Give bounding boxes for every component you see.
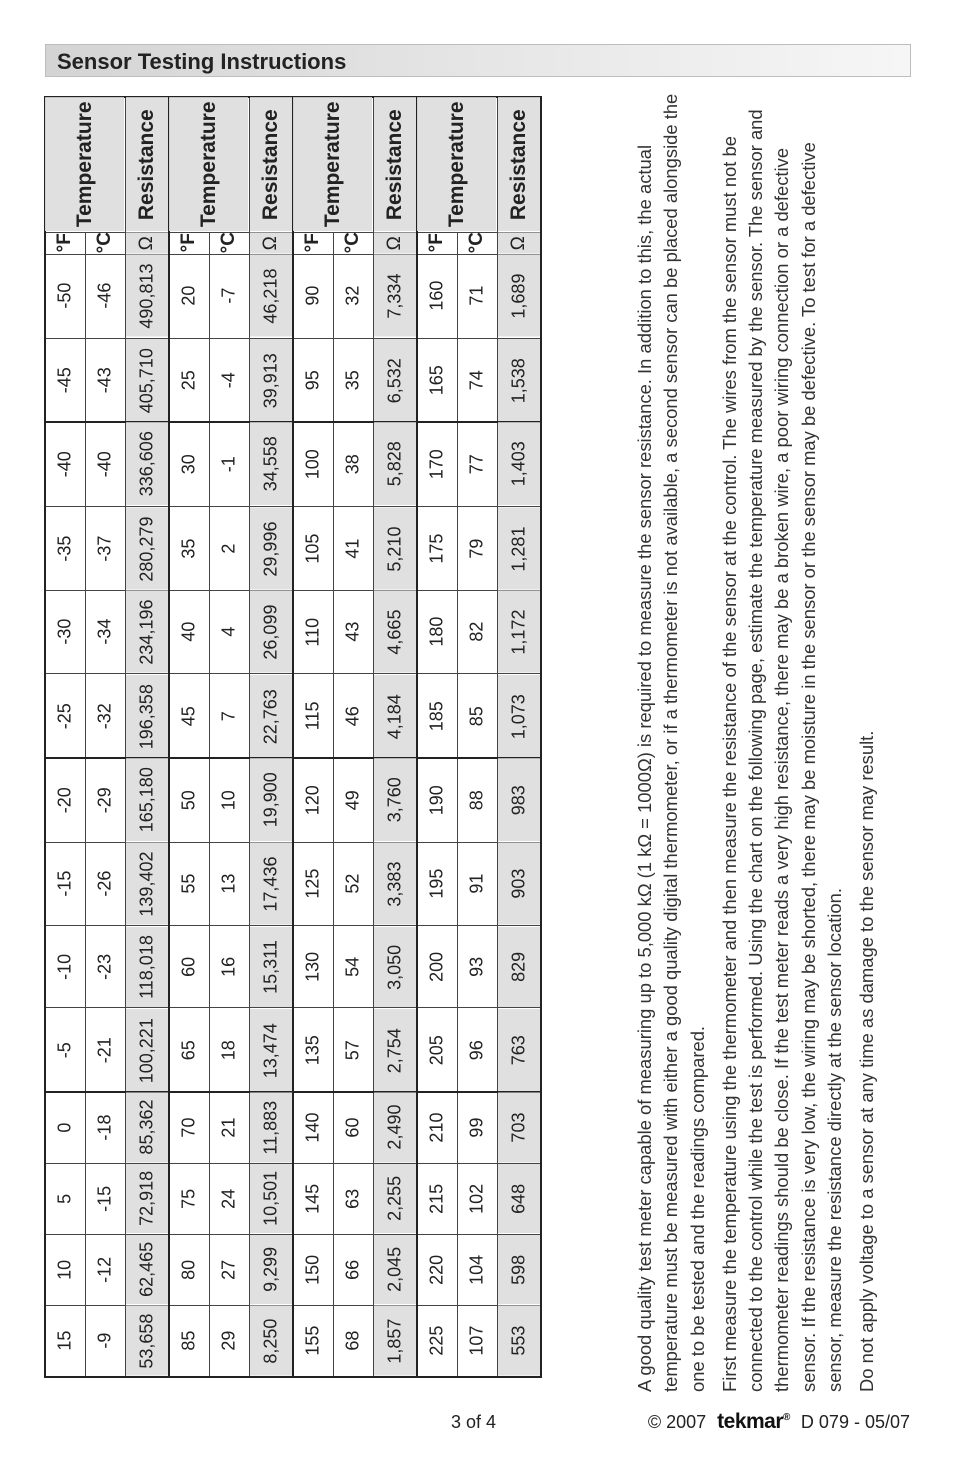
fahrenheit-unit: °F [293,232,333,254]
fahrenheit-value: 205 [417,1008,457,1092]
fahrenheit-value: 115 [293,674,333,758]
celsius-value: 71 [457,254,497,338]
fahrenheit-value: 85 [169,1305,209,1377]
celsius-value: 29 [209,1305,249,1377]
celsius-value: 54 [333,926,373,1008]
resistance-value: 598 [497,1234,541,1305]
celsius-value: 7 [209,674,249,758]
resistance-value: 165,180 [125,758,169,842]
fahrenheit-value: 75 [169,1163,209,1234]
fahrenheit-value: 225 [417,1305,457,1377]
resistance-value: 6,532 [373,338,417,422]
fahrenheit-value: -30 [45,590,85,674]
fahrenheit-value: 30 [169,422,209,506]
celsius-value: -7 [209,254,249,338]
resistance-value: 100,221 [125,1008,169,1092]
resistance-value: 703 [497,1092,541,1164]
fahrenheit-value: 125 [293,842,333,926]
resistance-value: 2,754 [373,1008,417,1092]
resistance-header: Resistance [249,97,293,232]
rotated-table-container [44,96,542,1378]
resistance-value: 29,996 [249,507,293,591]
resistance-value: 22,763 [249,674,293,758]
table-row [45,338,541,422]
ohm-unit: Ω [249,232,293,254]
resistance-value: 46,218 [249,254,293,338]
fahrenheit-value: 10 [45,1234,85,1305]
fahrenheit-value: 215 [417,1163,457,1234]
celsius-value: 52 [333,842,373,926]
fahrenheit-value: -10 [45,926,85,1008]
celsius-value: 4 [209,590,249,674]
fahrenheit-value: 160 [417,254,457,338]
resistance-value: 17,436 [249,842,293,926]
celsius-value: 93 [457,926,497,1008]
fahrenheit-value: 5 [45,1163,85,1234]
resistance-value: 3,050 [373,926,417,1008]
table-row [45,1163,541,1234]
resistance-value: 2,045 [373,1234,417,1305]
resistance-value: 2,490 [373,1092,417,1164]
resistance-value: 4,665 [373,590,417,674]
resistance-value: 85,362 [125,1092,169,1164]
temperature-header: Temperature [417,97,497,232]
celsius-value: 24 [209,1163,249,1234]
resistance-value: 5,828 [373,422,417,506]
celsius-value: 107 [457,1305,497,1377]
instructions-text [632,92,912,1392]
table-row [45,926,541,1008]
fahrenheit-unit: °F [417,232,457,254]
celsius-unit: °C [85,232,125,254]
celsius-value: 57 [333,1008,373,1092]
celsius-value: 96 [457,1008,497,1092]
fahrenheit-value: 45 [169,674,209,758]
celsius-value: -1 [209,422,249,506]
temperature-header: Temperature [169,97,249,232]
fahrenheit-value: 110 [293,590,333,674]
table-row [45,674,541,758]
resistance-value: 1,403 [497,422,541,506]
resistance-value: 11,883 [249,1092,293,1164]
fahrenheit-value: -50 [45,254,85,338]
celsius-value: 91 [457,842,497,926]
celsius-value: 68 [333,1305,373,1377]
resistance-header: Resistance [125,97,169,232]
celsius-value: -32 [85,674,125,758]
fahrenheit-value: 145 [293,1163,333,1234]
fahrenheit-value: 175 [417,507,457,591]
resistance-value: 3,760 [373,758,417,842]
fahrenheit-value: -15 [45,842,85,926]
fahrenheit-value: 155 [293,1305,333,1377]
temperature-header: Temperature [45,97,125,232]
paragraph-warning: Do not apply voltage to a sensor at any time as damage to the sensor may result. [856,730,878,1392]
resistance-header: Resistance [497,97,541,232]
fahrenheit-value: 105 [293,507,333,591]
celsius-value: 60 [333,1092,373,1164]
fahrenheit-value: 40 [169,590,209,674]
ohm-unit: Ω [125,232,169,254]
resistance-value: 1,281 [497,507,541,591]
ohm-unit: Ω [497,232,541,254]
resistance-value: 72,918 [125,1163,169,1234]
celsius-unit: °C [209,232,249,254]
resistance-value: 4,184 [373,674,417,758]
celsius-value: 66 [333,1234,373,1305]
celsius-value: -40 [85,422,125,506]
paragraph-intro: A good quality test meter capable of measuring up to 5,000 kΩ (1 kΩ = 1000Ω) is required to measure the sensor resistance. In addition to this, the actual temperature must be measured with either a good quality digital thermometer, or if a thermometer is not available, a second sensor can be placed alongside the one to be tested and the readings compared. [634,93,708,1392]
table-row [45,842,541,926]
fahrenheit-value: 200 [417,926,457,1008]
paragraph-procedure: First measure the temperature using the thermometer and then measure the resistance of the sensor at the control. The wires from the sensor must not be connected to the control while the test is performed. Using the chart on the following page, estimate the temperature measured by the sensor. The sensor and thermometer readings should be close. If the test meter reads a very high resistance, there may be a broken wire, a poor wiring connection or a defective sensor. If the resistance is very low, the wiring may be shorted, there may be moisture in the sensor or the sensor may be defective. To test for a defective sensor, measure the resistance directly at the sensor location. [718,109,846,1392]
celsius-value: 35 [333,338,373,422]
celsius-value: 38 [333,422,373,506]
fahrenheit-value: 210 [417,1092,457,1164]
celsius-value: -37 [85,507,125,591]
fahrenheit-value: -40 [45,422,85,506]
resistance-value: 15,311 [249,926,293,1008]
resistance-value: 280,279 [125,507,169,591]
section-header-bar [45,44,911,77]
resistance-value: 139,402 [125,842,169,926]
celsius-value: 63 [333,1163,373,1234]
fahrenheit-value: 100 [293,422,333,506]
fahrenheit-value: 90 [293,254,333,338]
celsius-value: 27 [209,1234,249,1305]
temperature-header: Temperature [293,97,373,232]
footer-branding [648,1410,910,1434]
sensor-resistance-table [44,96,542,1378]
resistance-value: 53,658 [125,1305,169,1377]
table-row [45,507,541,591]
celsius-value: -29 [85,758,125,842]
fahrenheit-value: 0 [45,1092,85,1164]
resistance-value: 829 [497,926,541,1008]
fahrenheit-value: 35 [169,507,209,591]
fahrenheit-unit: °F [45,232,85,254]
celsius-value: 99 [457,1092,497,1164]
resistance-value: 2,255 [373,1163,417,1234]
fahrenheit-value: 120 [293,758,333,842]
resistance-value: 5,210 [373,507,417,591]
tekmar-logo: tekmar® [717,1410,790,1433]
celsius-value: 10 [209,758,249,842]
celsius-value: 104 [457,1234,497,1305]
celsius-value: 82 [457,590,497,674]
fahrenheit-value: 95 [293,338,333,422]
celsius-unit: °C [333,232,373,254]
table-row [45,1234,541,1305]
celsius-value: 102 [457,1163,497,1234]
resistance-value: 1,073 [497,674,541,758]
fahrenheit-value: 180 [417,590,457,674]
resistance-value: 1,172 [497,590,541,674]
celsius-value: 13 [209,842,249,926]
resistance-value: 336,606 [125,422,169,506]
celsius-value: 21 [209,1092,249,1164]
resistance-value: 19,900 [249,758,293,842]
resistance-value: 648 [497,1163,541,1234]
table-row [45,254,541,338]
celsius-value: -12 [85,1234,125,1305]
resistance-value: 405,710 [125,338,169,422]
resistance-value: 62,465 [125,1234,169,1305]
page-number: 3 of 4 [451,1412,497,1432]
fahrenheit-value: 165 [417,338,457,422]
fahrenheit-value: 80 [169,1234,209,1305]
resistance-value: 763 [497,1008,541,1092]
resistance-header: Resistance [373,97,417,232]
resistance-value: 1,857 [373,1305,417,1377]
resistance-value: 1,538 [497,338,541,422]
table-row [45,758,541,842]
fahrenheit-value: 220 [417,1234,457,1305]
resistance-value: 1,689 [497,254,541,338]
celsius-value: -26 [85,842,125,926]
fahrenheit-value: 185 [417,674,457,758]
fahrenheit-value: -35 [45,507,85,591]
celsius-value: -34 [85,590,125,674]
copyright: © 2007 [647,1412,707,1432]
fahrenheit-value: -20 [45,758,85,842]
celsius-value: 85 [457,674,497,758]
celsius-value: -21 [85,1008,125,1092]
fahrenheit-value: 170 [417,422,457,506]
resistance-value: 9,299 [249,1234,293,1305]
resistance-value: 34,558 [249,422,293,506]
resistance-value: 234,196 [125,590,169,674]
celsius-value: 49 [333,758,373,842]
fahrenheit-value: 15 [45,1305,85,1377]
resistance-value: 3,383 [373,842,417,926]
resistance-value: 10,501 [249,1163,293,1234]
celsius-value: 88 [457,758,497,842]
resistance-value: 903 [497,842,541,926]
resistance-value: 490,813 [125,254,169,338]
resistance-value: 26,099 [249,590,293,674]
celsius-value: -46 [85,254,125,338]
celsius-value: 79 [457,507,497,591]
fahrenheit-value: 70 [169,1092,209,1164]
fahrenheit-value: -45 [45,338,85,422]
ohm-unit: Ω [373,232,417,254]
table-row [45,422,541,506]
celsius-value: -23 [85,926,125,1008]
fahrenheit-value: 190 [417,758,457,842]
fahrenheit-value: -25 [45,674,85,758]
fahrenheit-unit: °F [169,232,209,254]
celsius-unit: °C [457,232,497,254]
celsius-value: 46 [333,674,373,758]
resistance-value: 196,358 [125,674,169,758]
table-row [45,1305,541,1377]
page-title: Sensor Testing Instructions [57,49,347,74]
celsius-value: 2 [209,507,249,591]
fahrenheit-value: -5 [45,1008,85,1092]
fahrenheit-value: 50 [169,758,209,842]
table-row [45,1092,541,1164]
fahrenheit-value: 65 [169,1008,209,1092]
resistance-value: 118,018 [125,926,169,1008]
celsius-value: 41 [333,507,373,591]
celsius-value: 43 [333,590,373,674]
fahrenheit-value: 140 [293,1092,333,1164]
resistance-value: 983 [497,758,541,842]
celsius-value: -15 [85,1163,125,1234]
fahrenheit-value: 25 [169,338,209,422]
resistance-value: 8,250 [249,1305,293,1377]
table-row [45,590,541,674]
celsius-value: 16 [209,926,249,1008]
fahrenheit-value: 150 [293,1234,333,1305]
celsius-value: -4 [209,338,249,422]
celsius-value: -43 [85,338,125,422]
celsius-value: 32 [333,254,373,338]
fahrenheit-value: 195 [417,842,457,926]
celsius-value: -18 [85,1092,125,1164]
resistance-value: 39,913 [249,338,293,422]
resistance-value: 7,334 [373,254,417,338]
celsius-value: 18 [209,1008,249,1092]
fahrenheit-value: 130 [293,926,333,1008]
resistance-value: 13,474 [249,1008,293,1092]
fahrenheit-value: 55 [169,842,209,926]
resistance-value: 553 [497,1305,541,1377]
fahrenheit-value: 20 [169,254,209,338]
table-row [45,1008,541,1092]
fahrenheit-value: 60 [169,926,209,1008]
document-code: D 079 - 05/07 [800,1412,910,1432]
celsius-value: 77 [457,422,497,506]
celsius-value: 74 [457,338,497,422]
fahrenheit-value: 135 [293,1008,333,1092]
celsius-value: -9 [85,1305,125,1377]
